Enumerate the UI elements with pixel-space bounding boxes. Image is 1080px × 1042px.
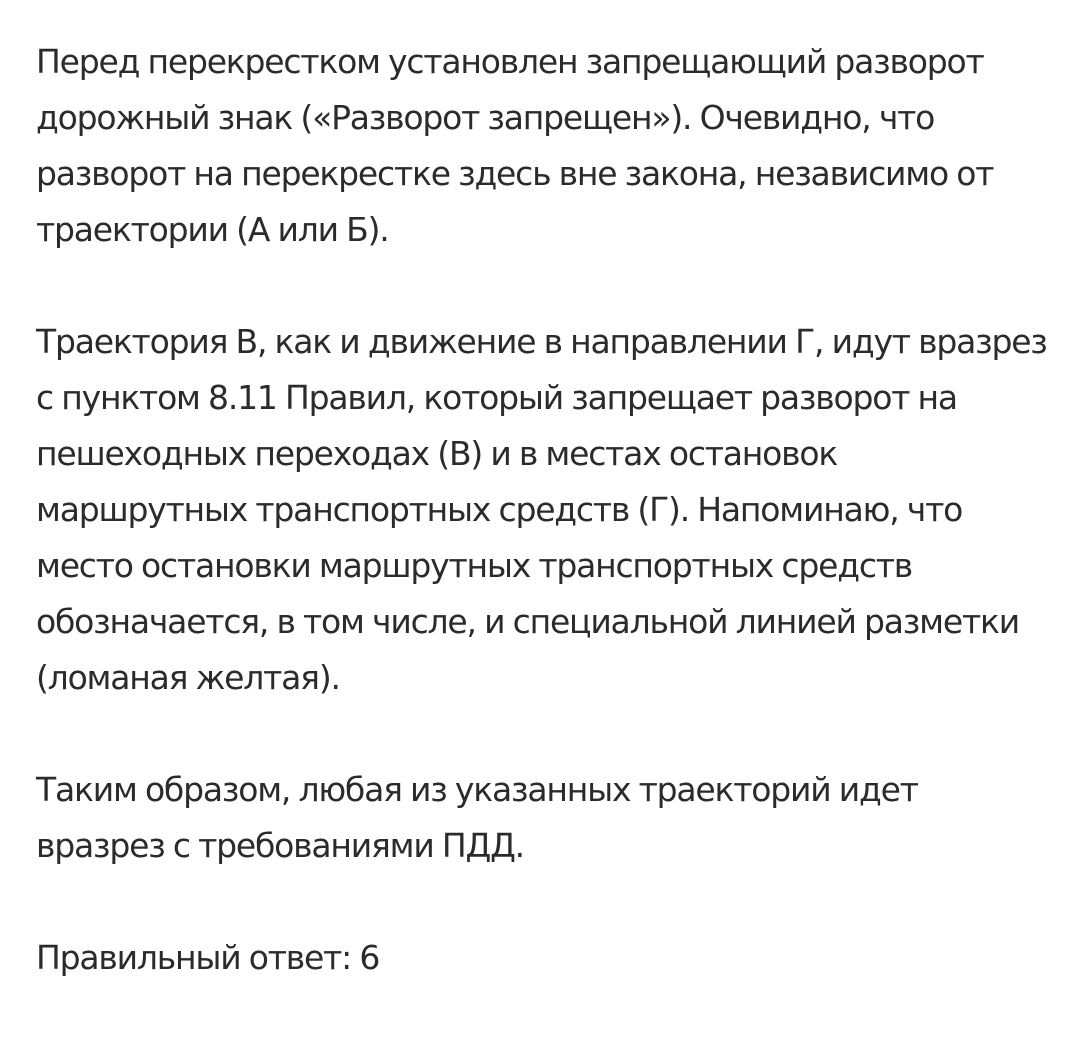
paragraph-intro [36,34,1066,258]
text-line: траектории (А или Б). [36,210,389,249]
paragraph-rule-explanation [36,314,1066,706]
text-line: Таким образом, любая из указанных траекторий идет [36,770,918,809]
text-line: пешеходных переходах (В) и в местах остановок [36,434,838,473]
paragraph-answer [36,930,1066,986]
text-line: дорожный знак («Разворот запрещен»). Очевидно, что [36,98,935,137]
correct-answer-line: Правильный ответ: 6 [36,938,380,977]
text-line: Перед перекрестком установлен запрещающий разворот [36,42,984,81]
text-line: Траектория В, как и движение в направлении Г, идут вразрез [36,322,1047,361]
paragraph-conclusion [36,762,1066,874]
text-line: с пунктом 8.11 Правил, который запрещает разворот на [36,378,957,417]
text-line: обозначается, в том числе, и специальной линией разметки [36,602,1019,641]
text-line: вразрез с требованиями ПДД. [36,826,524,865]
text-line: разворот на перекрестке здесь вне закона, независимо от [36,154,994,193]
text-line: место остановки маршрутных транспортных средств [36,546,913,585]
text-line: маршрутных транспортных средств (Г). Напоминаю, что [36,490,963,529]
text-line: (ломаная желтая). [36,658,340,697]
article-body [36,34,1066,1042]
